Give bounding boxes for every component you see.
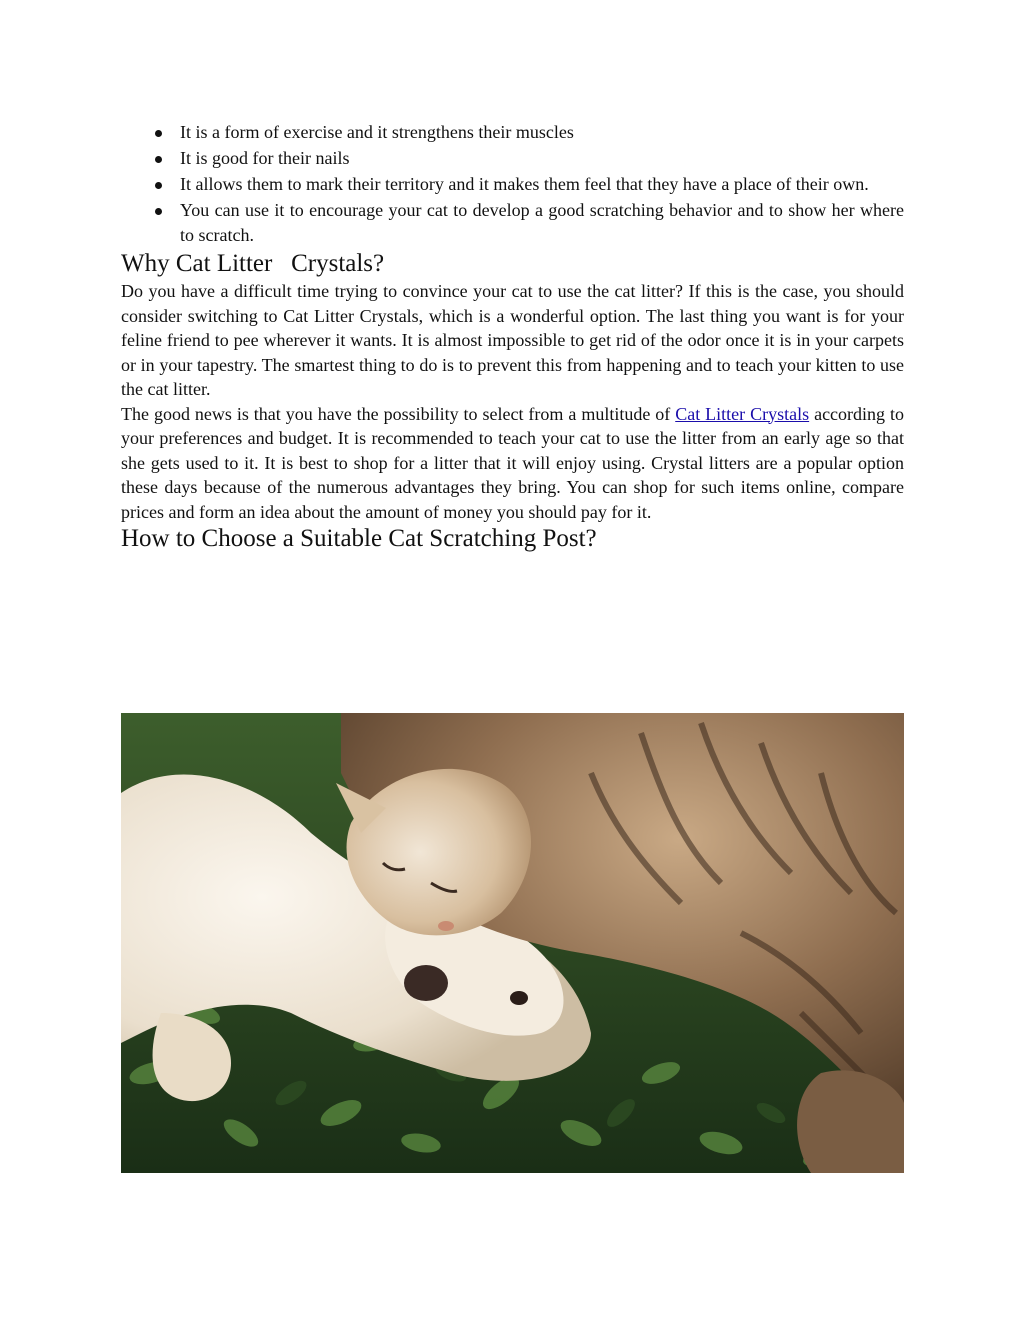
paragraph-text-after-link: according to your preferences and budget. It is recommended to teach your cat to use the litter from an early age so that she gets used to it. It is best to shop for a litter that it will enjoy using. Crystal litters are a popular option these days because of the numerous advantages they bring. You can shop for such items online, compare prices and form an idea about the amount of money you should pay for it.: [121, 403, 904, 522]
paragraph-text-before-link: The good news is that you have the possibility to select from a multitude of: [121, 403, 676, 424]
cat-litter-crystals-link[interactable]: Cat Litter Crystals: [675, 403, 810, 424]
bullet-icon: [155, 208, 162, 215]
list-item: [121, 198, 904, 248]
dog-nose: [404, 965, 448, 1001]
cat-and-dog-photo: [121, 713, 904, 1173]
list-item-text: It is a form of exercise and it strengthens their muscles: [180, 122, 574, 142]
paragraph-good-news: [121, 402, 904, 525]
list-item: [121, 172, 904, 197]
list-item: [121, 146, 904, 171]
document-page: [121, 120, 904, 554]
bullet-icon: [155, 130, 162, 137]
cat-dog-illustration: [121, 713, 904, 1173]
bullet-icon: [155, 156, 162, 163]
paragraph-litter-problem: Do you have a difficult time trying to convince your cat to use the cat litter? If this is the case, you should consider switching to Cat Litter Crystals, which is a wonderful option. The last thing you want is for your feline friend to pee wherever it wants. It is almost impossible to get rid of the odor once it is in your carpets or in your tapestry. The smartest thing to do is to prevent this from happening and to teach your kitten to use the cat litter.: [121, 281, 904, 399]
heading-why-cat-litter-crystals: Why Cat Litter Crystals?: [121, 250, 385, 277]
bullet-icon: [155, 182, 162, 189]
dog-eye: [510, 991, 528, 1005]
list-item: [121, 120, 904, 145]
list-item-text: It allows them to mark their territory and it makes them feel that they have a place of their own.: [180, 174, 869, 194]
cat-paw: [797, 1070, 904, 1173]
list-item-text: It is good for their nails: [180, 148, 350, 168]
benefits-list: [121, 120, 904, 248]
list-item-text: You can use it to encourage your cat to develop a good scratching behavior and to show her where to scratch.: [180, 200, 904, 245]
cat-nose: [438, 921, 454, 931]
heading-how-to-choose: How to Choose a Suitable Cat Scratching Post?: [121, 525, 597, 552]
